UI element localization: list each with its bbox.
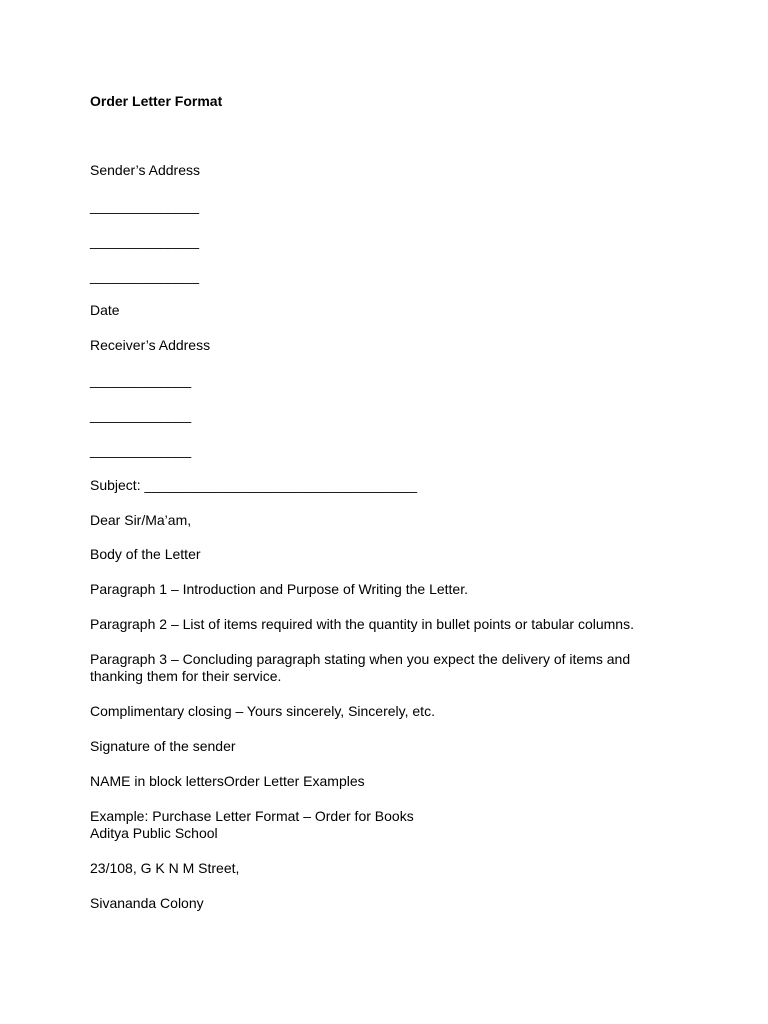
example-heading: Example: Purchase Letter Format – Order for Books (90, 808, 414, 824)
receiver-address-line-3: _____________ (90, 442, 192, 458)
receiver-address-label: Receiver’s Address (90, 337, 211, 353)
signature-line: Signature of the sender (90, 738, 236, 754)
sender-address-label: Sender’s Address (90, 162, 200, 178)
body-heading: Body of the Letter (90, 546, 201, 562)
sender-address-line-3: ______________ (90, 268, 200, 284)
date-label: Date (90, 302, 120, 318)
example-street: 23/108, G K N M Street, (90, 860, 240, 876)
subject-line: Subject: ___________________________________ (90, 477, 417, 493)
receiver-address-line-2: _____________ (90, 407, 192, 423)
salutation: Dear Sir/Ma’am, (90, 512, 192, 528)
receiver-address-line-1: _____________ (90, 372, 192, 388)
paragraph-3-line-1: Paragraph 3 – Concluding paragraph stating when you expect the delivery of items and (90, 651, 631, 667)
name-line: NAME in block lettersOrder Letter Examples (90, 773, 365, 789)
sender-address-line-2: ______________ (90, 233, 200, 249)
paragraph-3-line-2: thanking them for their service. (90, 668, 282, 684)
document-title: Order Letter Format (90, 93, 223, 109)
paragraph-2: Paragraph 2 – List of items required with the quantity in bullet points or tabular columns. (90, 616, 634, 632)
example-school: Aditya Public School (90, 825, 218, 841)
example-colony: Sivananda Colony (90, 895, 204, 911)
sender-address-line-1: ______________ (90, 198, 200, 214)
complimentary-closing: Complimentary closing – Yours sincerely, Sincerely, etc. (90, 703, 435, 719)
paragraph-1: Paragraph 1 – Introduction and Purpose of Writing the Letter. (90, 581, 468, 597)
